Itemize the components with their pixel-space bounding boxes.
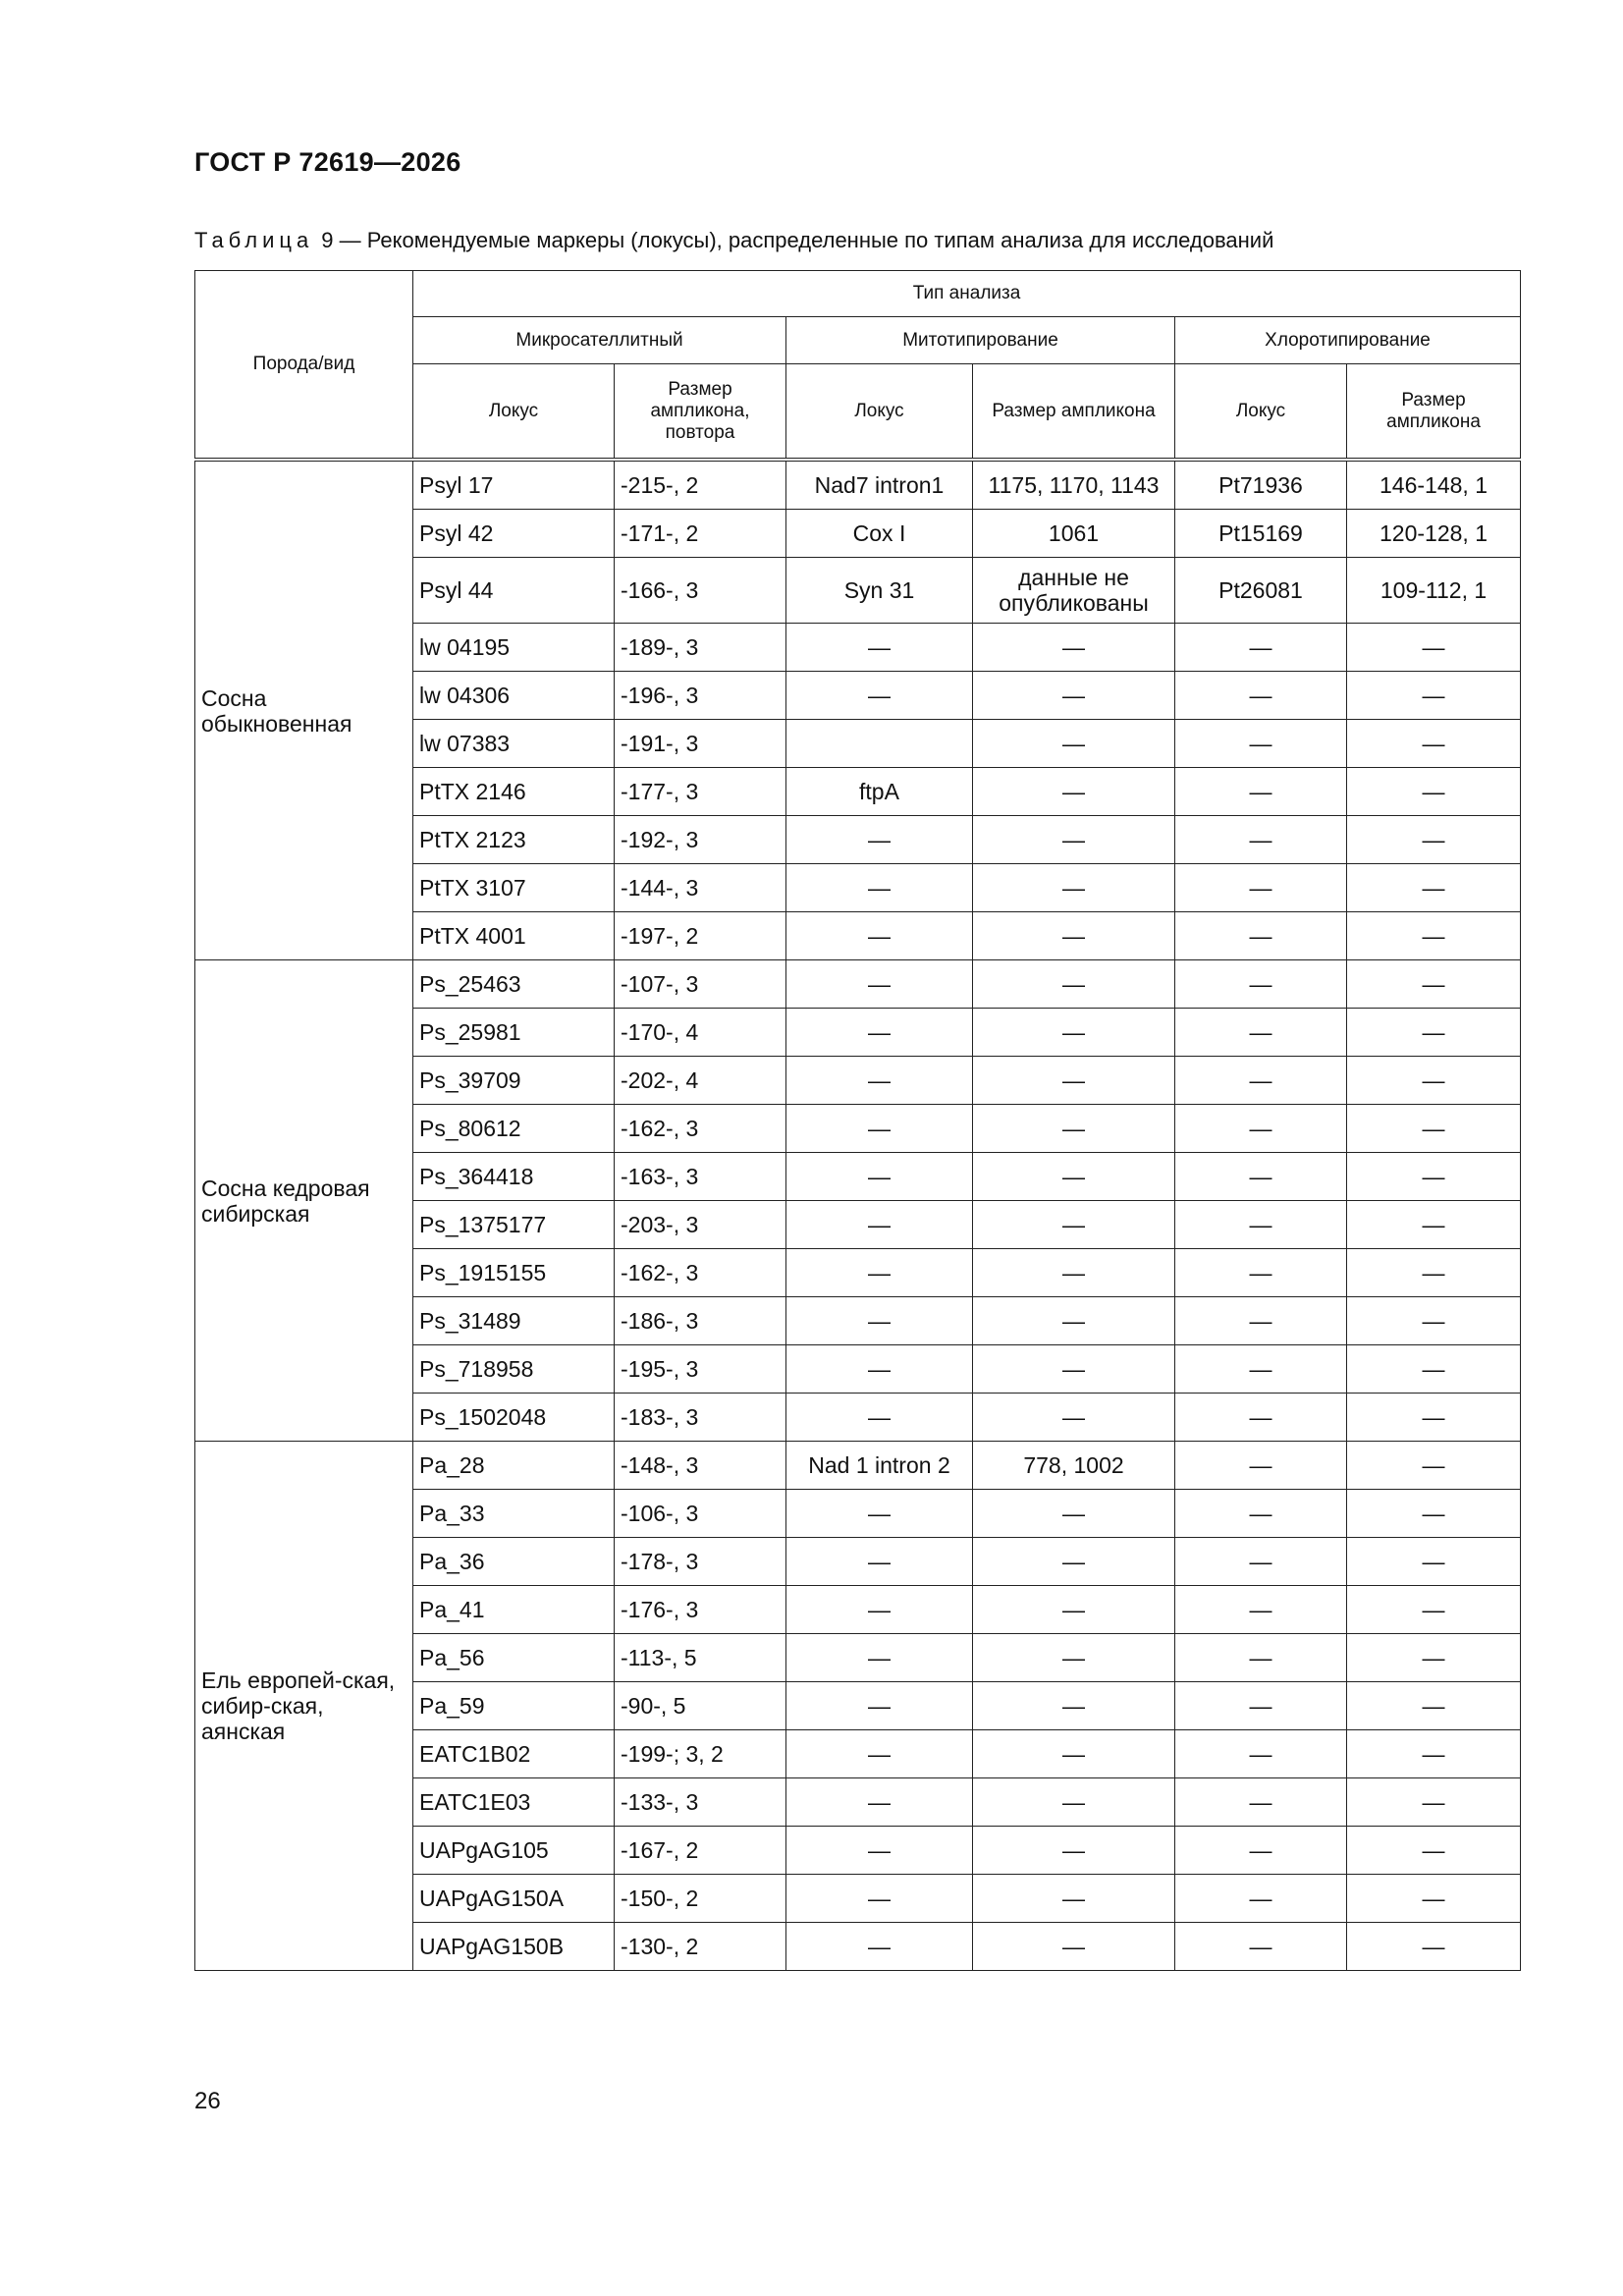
microsatellite-amplicon-cell: -170-, 4 xyxy=(615,1009,786,1057)
microsatellite-amplicon-cell: -192-, 3 xyxy=(615,816,786,864)
microsatellite-amplicon-cell: -106-, 3 xyxy=(615,1490,786,1538)
mitotyping-locus-cell: — xyxy=(786,1538,973,1586)
chlorotyping-locus-cell: — xyxy=(1175,1442,1347,1490)
microsatellite-locus-cell: Ps_1375177 xyxy=(413,1201,615,1249)
chlorotyping-locus-cell: — xyxy=(1175,1009,1347,1057)
chlorotyping-amplicon-cell: — xyxy=(1347,1394,1521,1442)
chlorotyping-locus-cell: — xyxy=(1175,1730,1347,1778)
microsatellite-locus-cell: lw 07383 xyxy=(413,720,615,768)
chlorotyping-amplicon-cell: — xyxy=(1347,1586,1521,1634)
mitotyping-locus-cell: — xyxy=(786,1586,973,1634)
species-cell: Сосна кедровая сибирская xyxy=(195,960,413,1442)
mitotyping-locus-cell: — xyxy=(786,1345,973,1394)
chlorotyping-amplicon-cell: — xyxy=(1347,672,1521,720)
mitotyping-locus-cell: — xyxy=(786,912,973,960)
chlorotyping-locus-cell: — xyxy=(1175,720,1347,768)
microsatellite-locus-cell: Pa_59 xyxy=(413,1682,615,1730)
microsatellite-amplicon-cell: -150-, 2 xyxy=(615,1875,786,1923)
chlorotyping-locus-cell: — xyxy=(1175,1634,1347,1682)
chlorotyping-locus-cell: — xyxy=(1175,1923,1347,1971)
mitotyping-amplicon-cell: — xyxy=(973,1538,1175,1586)
microsatellite-locus-cell: Ps_39709 xyxy=(413,1057,615,1105)
microsatellite-locus-cell: Pa_56 xyxy=(413,1634,615,1682)
microsatellite-locus-cell: Ps_80612 xyxy=(413,1105,615,1153)
microsatellite-amplicon-cell: -189-, 3 xyxy=(615,624,786,672)
mitotyping-amplicon-cell: — xyxy=(973,1297,1175,1345)
chlorotyping-locus-cell: — xyxy=(1175,1778,1347,1827)
mitotyping-amplicon-cell: — xyxy=(973,912,1175,960)
page-number: 26 xyxy=(194,2088,221,2114)
chlorotyping-amplicon-cell: — xyxy=(1347,864,1521,912)
microsatellite-locus-cell: EATC1B02 xyxy=(413,1730,615,1778)
chlorotyping-amplicon-cell: — xyxy=(1347,1875,1521,1923)
chlorotyping-amplicon-cell: — xyxy=(1347,1778,1521,1827)
chlorotyping-amplicon-cell: — xyxy=(1347,1442,1521,1490)
chlorotyping-locus-cell: — xyxy=(1175,864,1347,912)
mitotyping-locus-header: Локус xyxy=(786,364,973,461)
microsatellite-amplicon-cell: -90-, 5 xyxy=(615,1682,786,1730)
microsatellite-locus-cell: Ps_1502048 xyxy=(413,1394,615,1442)
microsatellite-locus-cell: UAPgAG150B xyxy=(413,1923,615,1971)
chlorotyping-amplicon-cell: — xyxy=(1347,1827,1521,1875)
mitotyping-locus-cell xyxy=(786,720,973,768)
mitotyping-amplicon-cell: — xyxy=(973,1057,1175,1105)
microsatellite-amplicon-cell: -186-, 3 xyxy=(615,1297,786,1345)
mitotyping-locus-cell: — xyxy=(786,1009,973,1057)
chlorotyping-locus-cell: — xyxy=(1175,960,1347,1009)
mitotyping-locus-cell: — xyxy=(786,1634,973,1682)
mitotyping-locus-cell: — xyxy=(786,1249,973,1297)
mitotyping-amplicon-cell: — xyxy=(973,1201,1175,1249)
chlorotyping-locus-cell: — xyxy=(1175,1057,1347,1105)
microsatellite-locus-cell: Ps_718958 xyxy=(413,1345,615,1394)
microsatellite-amplicon-cell: -202-, 4 xyxy=(615,1057,786,1105)
chlorotyping-amplicon-cell: — xyxy=(1347,1730,1521,1778)
chlorotyping-amplicon-cell: — xyxy=(1347,720,1521,768)
microsatellite-locus-cell: PtTX 3107 xyxy=(413,864,615,912)
mitotyping-locus-cell: — xyxy=(786,816,973,864)
mitotyping-locus-cell: — xyxy=(786,1153,973,1201)
mitotyping-amplicon-cell: — xyxy=(973,1490,1175,1538)
mitotyping-amplicon-cell: — xyxy=(973,816,1175,864)
mitotyping-amplicon-cell: данные не опубликованы xyxy=(973,558,1175,624)
chlorotyping-locus-cell: — xyxy=(1175,1875,1347,1923)
microsatellite-locus-cell: Psyl 44 xyxy=(413,558,615,624)
microsatellite-locus-cell: PtTX 2123 xyxy=(413,816,615,864)
mitotyping-locus-cell: — xyxy=(786,1297,973,1345)
chlorotyping-locus-cell: — xyxy=(1175,1153,1347,1201)
mitotyping-amplicon-cell: — xyxy=(973,1009,1175,1057)
chlorotyping-locus-cell: — xyxy=(1175,1345,1347,1394)
mitotyping-amplicon-cell: — xyxy=(973,1634,1175,1682)
mitotyping-amplicon-cell: — xyxy=(973,1249,1175,1297)
microsatellite-amplicon-cell: -197-, 2 xyxy=(615,912,786,960)
mitotyping-amplicon-cell: 778, 1002 xyxy=(973,1442,1175,1490)
mitotyping-amplicon-cell: — xyxy=(973,1345,1175,1394)
chlorotyping-locus-cell: — xyxy=(1175,672,1347,720)
mitotyping-locus-cell: — xyxy=(786,1827,973,1875)
chlorotyping-amplicon-cell: — xyxy=(1347,1249,1521,1297)
mitotyping-locus-cell: Syn 31 xyxy=(786,558,973,624)
chlorotyping-amplicon-cell: — xyxy=(1347,912,1521,960)
chlorotyping-amplicon-cell: — xyxy=(1347,816,1521,864)
chlorotyping-amplicon-cell: 146-148, 1 xyxy=(1347,460,1521,510)
mitotyping-amplicon-header: Размер ампликона xyxy=(973,364,1175,461)
microsatellite-locus-cell: Pa_33 xyxy=(413,1490,615,1538)
mitotyping-locus-cell: — xyxy=(786,672,973,720)
microsatellite-amplicon-cell: -162-, 3 xyxy=(615,1105,786,1153)
table-row xyxy=(195,460,1521,510)
microsatellite-amplicon-cell: -162-, 3 xyxy=(615,1249,786,1297)
mitotyping-amplicon-cell: — xyxy=(973,1682,1175,1730)
mitotyping-amplicon-cell: — xyxy=(973,1923,1175,1971)
chlorotyping-locus-cell: — xyxy=(1175,1105,1347,1153)
mitotyping-locus-cell: Cox I xyxy=(786,510,973,558)
microsatellite-locus-cell: Pa_41 xyxy=(413,1586,615,1634)
mitotyping-amplicon-cell: — xyxy=(973,1875,1175,1923)
microsatellite-amplicon-cell: -176-, 3 xyxy=(615,1586,786,1634)
chlorotyping-locus-cell: — xyxy=(1175,1538,1347,1586)
microsatellite-amplicon-cell: -144-, 3 xyxy=(615,864,786,912)
microsatellite-locus-cell: Pa_28 xyxy=(413,1442,615,1490)
chlorotyping-locus-cell: Pt71936 xyxy=(1175,460,1347,510)
mitotyping-amplicon-cell: — xyxy=(973,864,1175,912)
chlorotyping-amplicon-cell: — xyxy=(1347,1682,1521,1730)
microsatellite-locus-cell: Pa_36 xyxy=(413,1538,615,1586)
microsatellite-amplicon-cell: -107-, 3 xyxy=(615,960,786,1009)
mitotyping-locus-cell: — xyxy=(786,1490,973,1538)
table-row xyxy=(195,960,1521,1009)
mitotyping-locus-cell: — xyxy=(786,1105,973,1153)
microsatellite-locus-cell: UAPgAG150A xyxy=(413,1875,615,1923)
mitotyping-locus-cell: — xyxy=(786,624,973,672)
chlorotyping-locus-cell: — xyxy=(1175,1297,1347,1345)
mitotyping-amplicon-cell: — xyxy=(973,720,1175,768)
mitotyping-locus-cell: Nad 1 intron 2 xyxy=(786,1442,973,1490)
microsatellite-locus-cell: Ps_25463 xyxy=(413,960,615,1009)
mitotyping-amplicon-cell: — xyxy=(973,1827,1175,1875)
mitotyping-locus-cell: — xyxy=(786,1057,973,1105)
chlorotyping-amplicon-cell: — xyxy=(1347,1490,1521,1538)
microsatellite-locus-cell: lw 04306 xyxy=(413,672,615,720)
microsatellite-locus-cell: Ps_31489 xyxy=(413,1297,615,1345)
chlorotyping-amplicon-cell: — xyxy=(1347,1153,1521,1201)
chlorotyping-amplicon-cell: — xyxy=(1347,1009,1521,1057)
microsatellite-amplicon-cell: -215-, 2 xyxy=(615,460,786,510)
mitotyping-locus-cell: — xyxy=(786,1682,973,1730)
microsatellite-locus-cell: Ps_1915155 xyxy=(413,1249,615,1297)
microsatellite-amplicon-cell: -166-, 3 xyxy=(615,558,786,624)
microsatellite-locus-cell: PtTX 2146 xyxy=(413,768,615,816)
microsatellite-locus-cell: Ps_25981 xyxy=(413,1009,615,1057)
chlorotyping-locus-cell: — xyxy=(1175,1249,1347,1297)
chlorotyping-locus-cell: — xyxy=(1175,768,1347,816)
chlorotyping-amplicon-cell: — xyxy=(1347,960,1521,1009)
analysis-type-header: Тип анализа xyxy=(413,271,1521,317)
microsatellite-locus-cell: Psyl 42 xyxy=(413,510,615,558)
chlorotyping-locus-cell: — xyxy=(1175,816,1347,864)
mitotyping-locus-cell: — xyxy=(786,1923,973,1971)
chlorotyping-locus-cell: — xyxy=(1175,1586,1347,1634)
species-cell: Ель европей-ская, сибир-ская, аянская xyxy=(195,1442,413,1971)
microsatellite-amplicon-cell: -133-, 3 xyxy=(615,1778,786,1827)
mitotyping-locus-cell: — xyxy=(786,1201,973,1249)
chlorotyping-locus-header: Локус xyxy=(1175,364,1347,461)
table-caption-label: Таблица xyxy=(194,228,314,252)
microsatellite-amplicon-cell: -130-, 2 xyxy=(615,1923,786,1971)
mitotyping-amplicon-cell: — xyxy=(973,1778,1175,1827)
microsatellite-amplicon-cell: -178-, 3 xyxy=(615,1538,786,1586)
mitotyping-amplicon-cell: — xyxy=(973,1586,1175,1634)
chlorotyping-amplicon-cell: — xyxy=(1347,1634,1521,1682)
microsatellite-amplicon-cell: -171-, 2 xyxy=(615,510,786,558)
chlorotyping-locus-cell: — xyxy=(1175,1394,1347,1442)
mitotyping-header: Митотипирование xyxy=(786,317,1175,364)
mitotyping-locus-cell: — xyxy=(786,864,973,912)
chlorotyping-locus-cell: — xyxy=(1175,624,1347,672)
mitotyping-locus-cell: — xyxy=(786,960,973,1009)
chlorotyping-locus-cell: — xyxy=(1175,1490,1347,1538)
chlorotyping-locus-cell: — xyxy=(1175,1682,1347,1730)
mitotyping-locus-cell: Nad7 intron1 xyxy=(786,460,973,510)
mitotyping-locus-cell: — xyxy=(786,1875,973,1923)
microsatellite-locus-cell: EATC1E03 xyxy=(413,1778,615,1827)
mitotyping-amplicon-cell: 1175, 1170, 1143 xyxy=(973,460,1175,510)
chlorotyping-amplicon-cell: — xyxy=(1347,1923,1521,1971)
microsatellite-locus-cell: Ps_364418 xyxy=(413,1153,615,1201)
chlorotyping-header: Хлоротипирование xyxy=(1175,317,1521,364)
mitotyping-amplicon-cell: — xyxy=(973,1394,1175,1442)
mitotyping-amplicon-cell: — xyxy=(973,1105,1175,1153)
mitotyping-locus-cell: — xyxy=(786,1730,973,1778)
mitotyping-locus-cell: ftpA xyxy=(786,768,973,816)
mitotyping-amplicon-cell: — xyxy=(973,1153,1175,1201)
mitotyping-amplicon-cell: — xyxy=(973,960,1175,1009)
microsatellite-amplicon-cell: -203-, 3 xyxy=(615,1201,786,1249)
mitotyping-locus-cell: — xyxy=(786,1394,973,1442)
chlorotyping-locus-cell: — xyxy=(1175,1827,1347,1875)
chlorotyping-amplicon-cell: — xyxy=(1347,1538,1521,1586)
chlorotyping-amplicon-header: Размер ампликона xyxy=(1347,364,1521,461)
microsatellite-amplicon-cell: -183-, 3 xyxy=(615,1394,786,1442)
microsatellite-locus-cell: lw 04195 xyxy=(413,624,615,672)
chlorotyping-locus-cell: Pt15169 xyxy=(1175,510,1347,558)
chlorotyping-amplicon-cell: — xyxy=(1347,1105,1521,1153)
chlorotyping-locus-cell: — xyxy=(1175,912,1347,960)
chlorotyping-amplicon-cell: — xyxy=(1347,1297,1521,1345)
mitotyping-locus-cell: — xyxy=(786,1778,973,1827)
mitotyping-amplicon-cell: — xyxy=(973,672,1175,720)
chlorotyping-locus-cell: Pt26081 xyxy=(1175,558,1347,624)
microsatellite-locus-cell: PtTX 4001 xyxy=(413,912,615,960)
table-row xyxy=(195,1442,1521,1490)
microsatellite-locus-cell: Psyl 17 xyxy=(413,460,615,510)
chlorotyping-amplicon-cell: — xyxy=(1347,1345,1521,1394)
mitotyping-amplicon-cell: — xyxy=(973,768,1175,816)
table-body xyxy=(195,460,1521,1971)
markers-table xyxy=(194,270,1521,1971)
chlorotyping-amplicon-cell: — xyxy=(1347,1057,1521,1105)
species-cell: Сосна обыкновенная xyxy=(195,460,413,960)
microsatellite-amplicon-cell: -148-, 3 xyxy=(615,1442,786,1490)
mitotyping-amplicon-cell: — xyxy=(973,1730,1175,1778)
mitotyping-amplicon-cell: 1061 xyxy=(973,510,1175,558)
microsatellite-amplicon-header: Размер ампликона, повтора xyxy=(615,364,786,461)
microsatellite-amplicon-cell: -177-, 3 xyxy=(615,768,786,816)
microsatellite-amplicon-cell: -191-, 3 xyxy=(615,720,786,768)
mitotyping-amplicon-cell: — xyxy=(973,624,1175,672)
chlorotyping-amplicon-cell: — xyxy=(1347,1201,1521,1249)
microsatellite-amplicon-cell: -167-, 2 xyxy=(615,1827,786,1875)
chlorotyping-amplicon-cell: — xyxy=(1347,768,1521,816)
microsatellite-amplicon-cell: -113-, 5 xyxy=(615,1634,786,1682)
microsatellite-amplicon-cell: -199-; 3, 2 xyxy=(615,1730,786,1778)
microsatellite-header: Микросателлитный xyxy=(413,317,786,364)
microsatellite-amplicon-cell: -196-, 3 xyxy=(615,672,786,720)
microsatellite-locus-header: Локус xyxy=(413,364,615,461)
microsatellite-amplicon-cell: -195-, 3 xyxy=(615,1345,786,1394)
chlorotyping-amplicon-cell: — xyxy=(1347,624,1521,672)
table-caption xyxy=(194,228,1273,253)
microsatellite-amplicon-cell: -163-, 3 xyxy=(615,1153,786,1201)
chlorotyping-amplicon-cell: 120-128, 1 xyxy=(1347,510,1521,558)
document-id-header: ГОСТ Р 72619—2026 xyxy=(194,147,461,177)
chlorotyping-locus-cell: — xyxy=(1175,1201,1347,1249)
table-caption-text: 9 — Рекомендуемые маркеры (локусы), распределенные по типам анализа для исследований xyxy=(321,228,1274,252)
species-column-header: Порода/вид xyxy=(195,271,413,461)
microsatellite-locus-cell: UAPgAG105 xyxy=(413,1827,615,1875)
chlorotyping-amplicon-cell: 109-112, 1 xyxy=(1347,558,1521,624)
